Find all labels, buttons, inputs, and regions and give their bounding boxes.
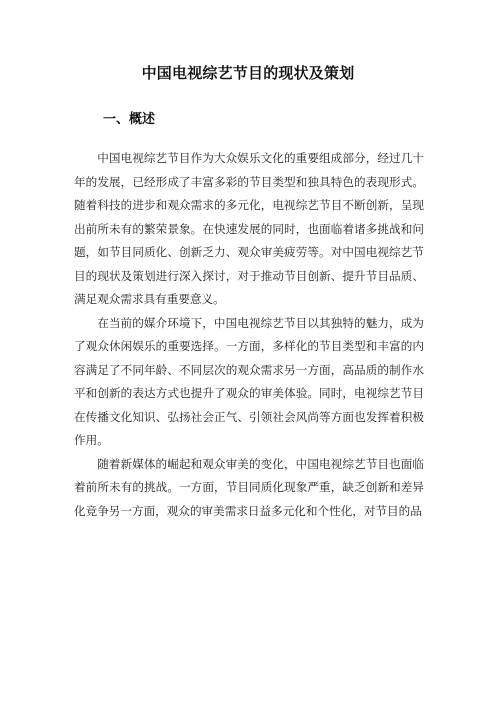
section-heading: 一、概述: [103, 112, 156, 127]
paragraph: 在当前的媒介环境下，中国电视综艺节目以其独特的魅力，成为了观众休闲娱乐的重要选择。一方面，多样化的节目类型和丰富的内容满足了不同年龄、不同层次的观众需求另一方面，高品质的制作水平和创新的表达方式也提升了观众的审美体验。同时，电视综艺节目在传播文化知识、弘扬社会正气、引领社会风尚等方面也发挥着积极作用。: [74, 315, 424, 447]
body-text: [74, 147, 424, 523]
page-title: 中国电视综艺节目的现状及策划: [141, 64, 355, 82]
paragraph: 随着新媒体的崛起和观众审美的变化，中国电视综艺节目也面临着前所未有的挑战。一方面，节目同质化现象严重，缺乏创新和差异化竞争另一方面，观众的审美需求日益多元化和个性化，对节目的品: [74, 456, 424, 518]
paragraph: 中国电视综艺节目作为大众娱乐文化的重要组成部分，经过几十年的发展，已经形成了丰富多彩的节目类型和独具特色的表现形式。随着科技的进步和观众需求的多元化，电视综艺节目不断创新，呈现出前所未有的繁荣景象。在快速发展的同时，也面临着诸多挑战和问题，如节目同质化、创新乏力、观众审美疲劳等。对中国电视综艺节目的现状及策划进行深入探讨，对于推动节目创新、提升节目品质、满足观众需求具有重要意义。: [74, 151, 424, 306]
